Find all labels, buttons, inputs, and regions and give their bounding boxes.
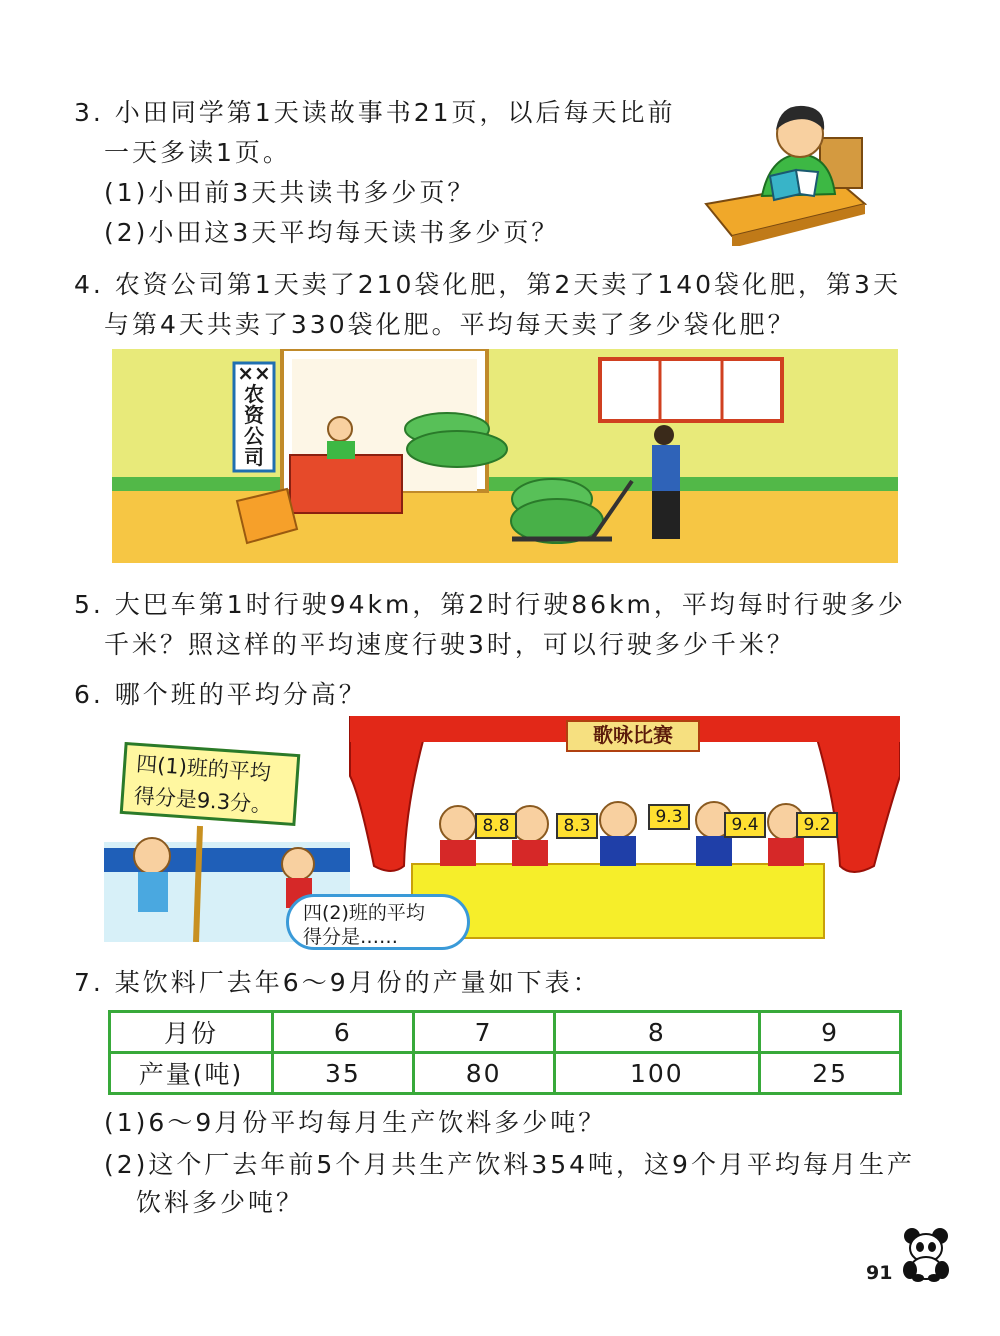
page-number: 91 bbox=[866, 1262, 893, 1284]
q6-line1: 6. 哪个班的平均分高？ bbox=[74, 680, 367, 709]
q7-line1: 7. 某饮料厂去年6～9月份的产量如下表： bbox=[74, 968, 601, 997]
table-cell: 80 bbox=[413, 1053, 554, 1094]
q5-line1: 5. 大巴车第1时行驶94km，第2时行驶86km，平均每时行驶多少 bbox=[74, 590, 906, 619]
production-table bbox=[108, 1010, 902, 1095]
table-cell: 100 bbox=[554, 1053, 760, 1094]
speech-bubble-line1: 四(2)班的平均 bbox=[303, 902, 425, 924]
q7-sub2-line1: (2)这个厂去年前5个月共生产饮料354吨，这9个月平均每月生产 bbox=[104, 1150, 915, 1179]
table-cell: 7 bbox=[413, 1012, 554, 1053]
store-sign-char: 公 bbox=[244, 424, 264, 448]
class-4-1-sign-line1: 四(1)班的平均 bbox=[135, 751, 272, 786]
class-4-1-sign-line2: 得分是9.3分。 bbox=[133, 783, 273, 818]
score-card: 9.3 bbox=[648, 804, 690, 830]
table-cell: 产量(吨) bbox=[110, 1053, 273, 1094]
class-4-1-sign bbox=[120, 742, 301, 826]
q7-sub2-line2: 饮料多少吨？ bbox=[136, 1188, 305, 1217]
store-sign-char: 资 bbox=[244, 403, 264, 427]
table-row bbox=[110, 1012, 901, 1053]
contest-banner: 歌咏比赛 bbox=[566, 720, 700, 752]
q3-sub1: (1)小田前3天共读书多少页？ bbox=[104, 178, 476, 207]
store-sign-char: 司 bbox=[244, 445, 264, 469]
score-card: 8.8 bbox=[475, 813, 517, 839]
table-cell: 6 bbox=[273, 1012, 414, 1053]
score-card: 8.3 bbox=[556, 813, 598, 839]
store-sign-char: 农 bbox=[244, 382, 264, 406]
q3-line1: 3. 小田同学第1天读故事书21页，以后每天比前 bbox=[74, 98, 676, 127]
score-card: 9.2 bbox=[796, 812, 838, 838]
panda-icon bbox=[898, 1224, 954, 1282]
q5-line2: 千米？照这样的平均速度行驶3时，可以行驶多少千米？ bbox=[104, 630, 795, 659]
class-4-2-speech-bubble bbox=[286, 894, 470, 950]
table-cell: 35 bbox=[273, 1053, 414, 1094]
q3-line2: 一天多读1页。 bbox=[104, 138, 291, 167]
q4-line2: 与第4天共卖了330袋化肥。平均每天卖了多少袋化肥？ bbox=[104, 310, 796, 339]
table-row bbox=[110, 1053, 901, 1094]
store-sign-char: ×× bbox=[237, 361, 271, 385]
q4-line1: 4. 农资公司第1天卖了210袋化肥，第2天卖了140袋化肥，第3天 bbox=[74, 270, 901, 299]
q3-sub2: (2)小田这3天平均每天读书多少页？ bbox=[104, 218, 560, 247]
speech-bubble-line2: 得分是…… bbox=[303, 926, 399, 948]
table-cell: 8 bbox=[554, 1012, 760, 1053]
table-cell: 25 bbox=[760, 1053, 901, 1094]
table-cell: 9 bbox=[760, 1012, 901, 1053]
q7-sub1: (1)6～9月份平均每月生产饮料多少吨？ bbox=[104, 1108, 607, 1137]
farm-supply-store-illustration bbox=[112, 349, 898, 563]
boy-reading-illustration bbox=[700, 86, 870, 246]
score-card: 9.4 bbox=[724, 812, 766, 838]
table-cell: 月份 bbox=[110, 1012, 273, 1053]
